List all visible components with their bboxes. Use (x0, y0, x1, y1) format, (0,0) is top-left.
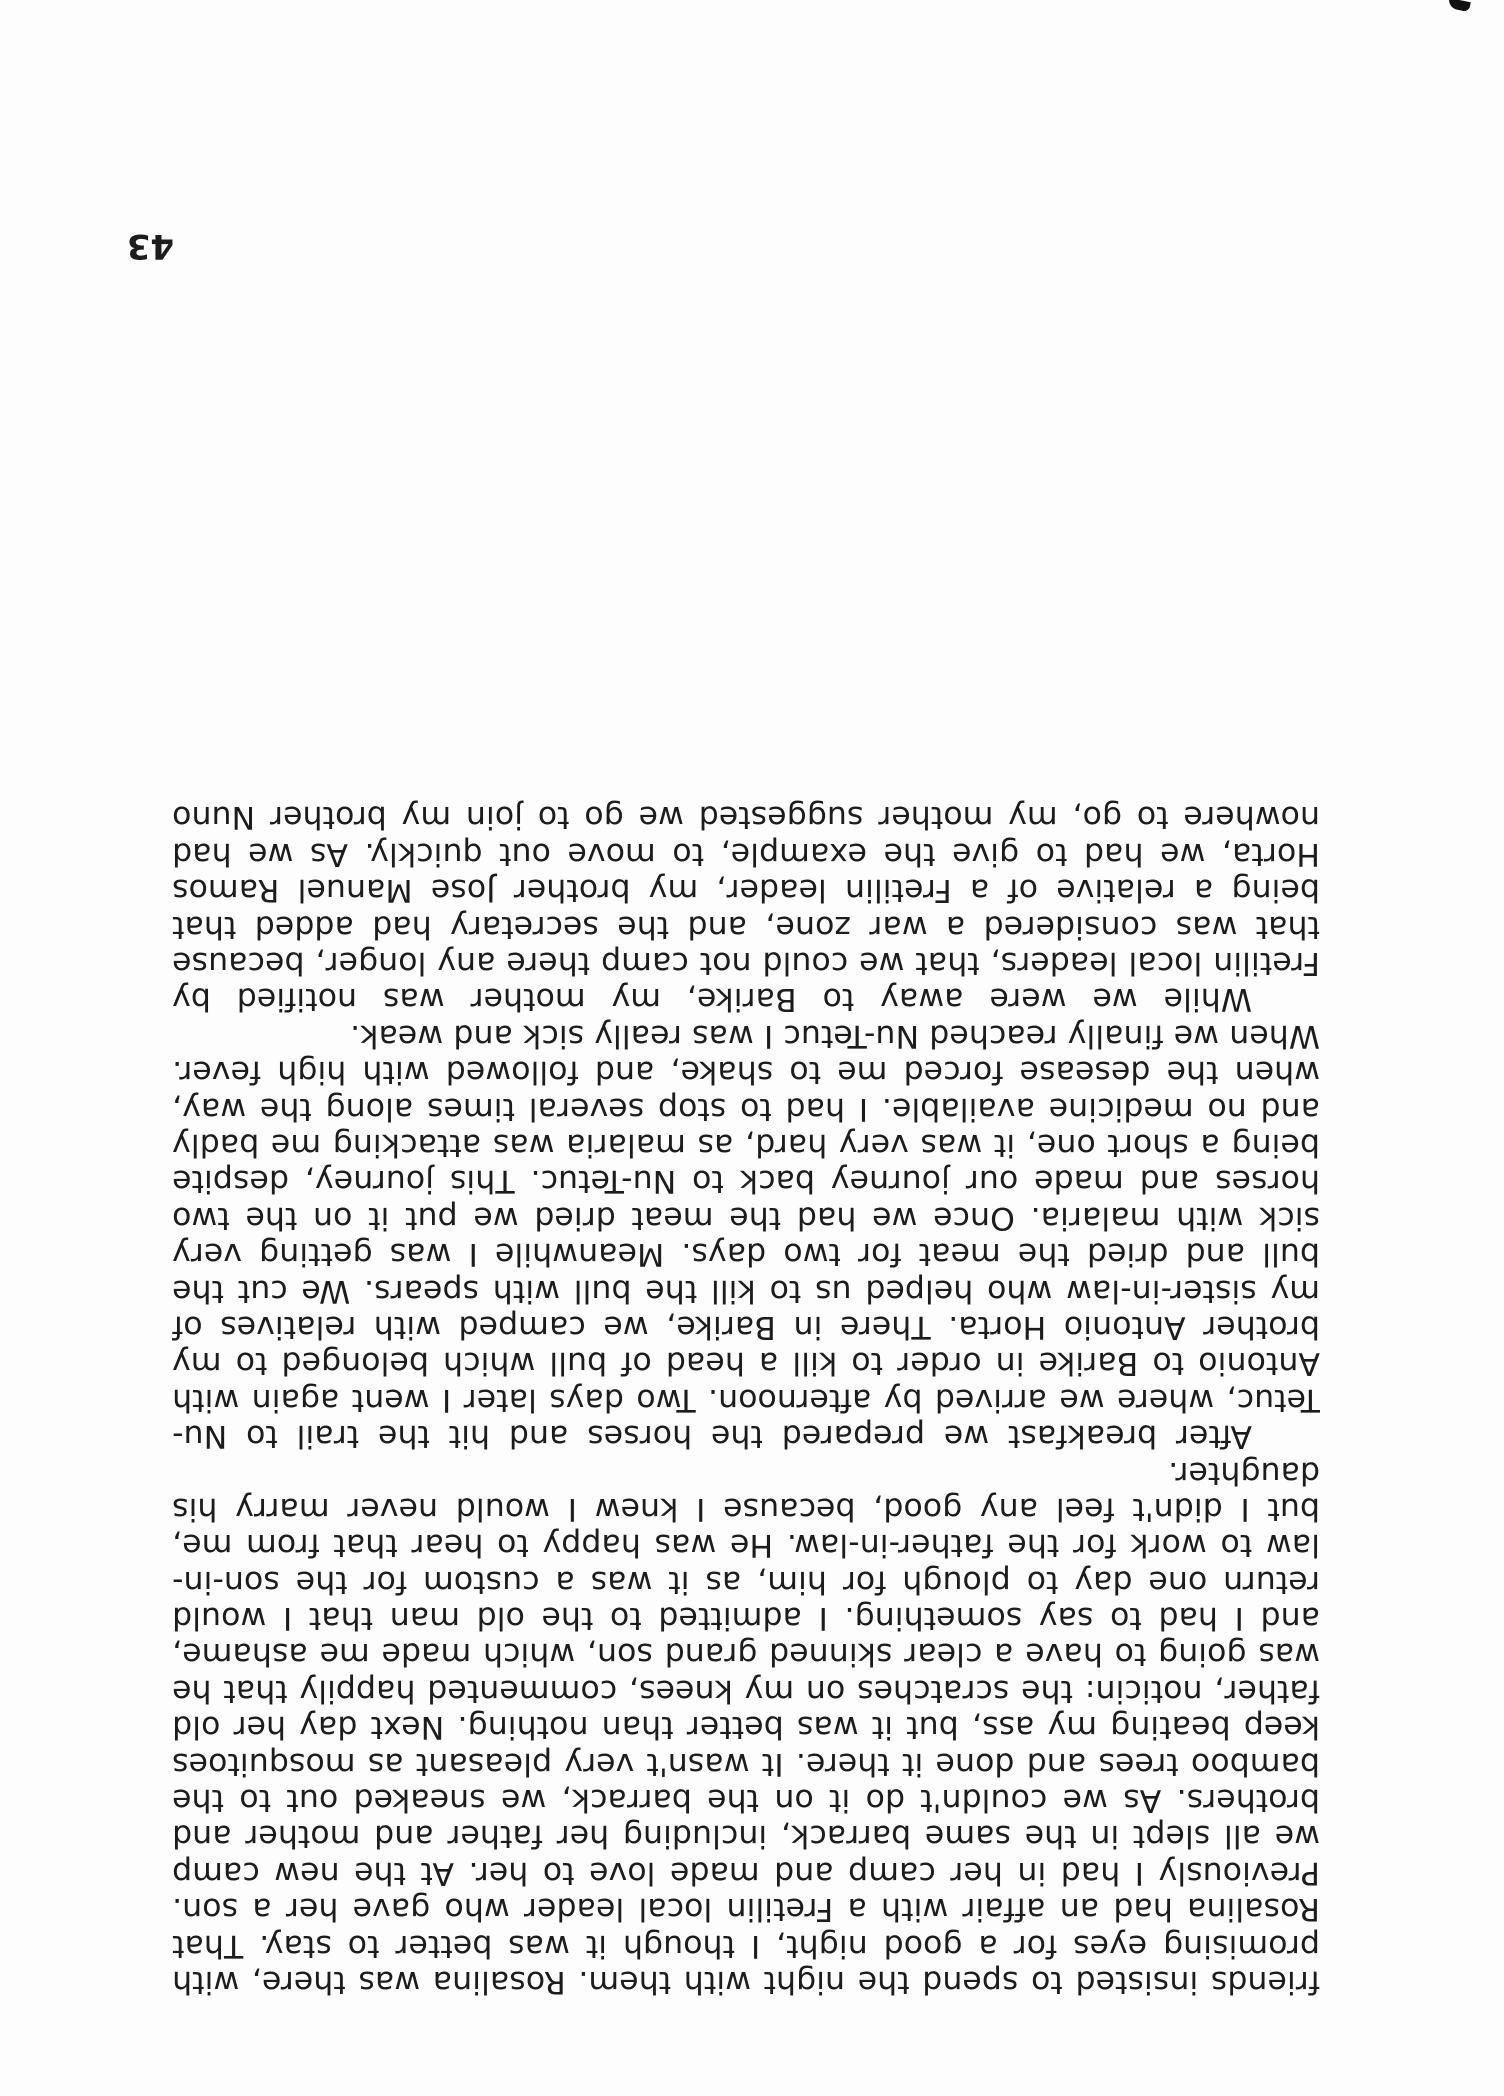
text-line: return one day to plough for him, as it was a custom for the son-in- (172, 1563, 1320, 1600)
text-line: we all slept in the same barrack, including her father and mother and (172, 1818, 1320, 1855)
text-line: When we finally reached Nu-Tetuc I was really sick and weak. (349, 1017, 1320, 1054)
text-line: Previously I had in her camp and made love to her. At the new camp (172, 1854, 1320, 1891)
text-line: After breakfast we prepared the horses and hit the trail to Nu- (172, 1418, 1252, 1455)
text-line: and no medicine available. I had to stop several times along the way, (172, 1090, 1320, 1127)
text-line: and I had to say something. I admitted to the old man that I would (172, 1600, 1320, 1637)
text-line: brothers. As we couldn't do it on the barrack, we sneaked out to the (172, 1782, 1320, 1819)
text-line: daughter. (1168, 1454, 1320, 1491)
text-line: Fretilin local leaders, that we could not camp there any longer, because (172, 945, 1320, 982)
text-line: my sister-in-law who helped us to kill the bull with spears. We cut the (172, 1272, 1320, 1309)
text-line: Horta, we had to give the example, to move out quickly. As we had (172, 835, 1320, 872)
text-line: that was considered a war zone, and the secretary had added that (172, 908, 1320, 945)
text-line: but I didn't feel any good, because I knew I would never marry his (172, 1490, 1320, 1527)
text-line: promising eyes for a good night, I though it was better to stay. That (172, 1927, 1320, 1964)
text-line: Antonio to Barike in order to kill a head of bull which belonged to my (172, 1345, 1320, 1382)
text-line: friends insisted to spend the night with them. Rosalina was there, with (172, 1964, 1320, 2000)
text-line: being a short one, it was very hard, as malaria was attacking me badly (172, 1127, 1320, 1164)
text-line: horses and made our journey back to Nu-Tetuc. This journey, despite (172, 1163, 1320, 1200)
text-line: bull and dried the meat for two days. Meanwhile I was getting very (172, 1236, 1320, 1273)
text-line: law to work for the father-in-law. He was happy to hear that from me, (172, 1527, 1320, 1564)
text-line: sick with malaria. Once we had the meat dried we put it on the two (172, 1199, 1320, 1236)
text-line: was going to have a clear skinned grand son, which made me ashame, (172, 1636, 1320, 1673)
text-line: Rosalina had an affair with a Fretilin local leader who gave her a son. (172, 1891, 1320, 1928)
text-line: when the desease forced me to shake, and followed with high fever. (172, 1054, 1320, 1091)
page-number: 43 (126, 226, 174, 266)
text-line: bamboo trees and done it there. It wasn't very pleasant as mosquitoes (172, 1745, 1320, 1782)
text-line: nowhere to go, my mother suggested we go to join my brother Nuno (172, 799, 1320, 836)
text-line: being a relative of a Fretilin leader, my brother Jose Manuel Ramos (172, 872, 1320, 909)
text-line: Tetuc, where we arrived by afternoon. Two days later I went again with (172, 1381, 1320, 1418)
text-line: brother Antonio Horta. There in Barike, we camped with relatives of (172, 1308, 1320, 1345)
body-text (172, 799, 1320, 2000)
text-line: While we were away to Barike, my mother was notified by (172, 981, 1252, 1018)
text-line: keep beating my ass, but it was better than nothing. Next day her old (172, 1709, 1320, 1746)
text-line: father, noticin: the scratches on my knees, commented happily that he (172, 1672, 1320, 1709)
